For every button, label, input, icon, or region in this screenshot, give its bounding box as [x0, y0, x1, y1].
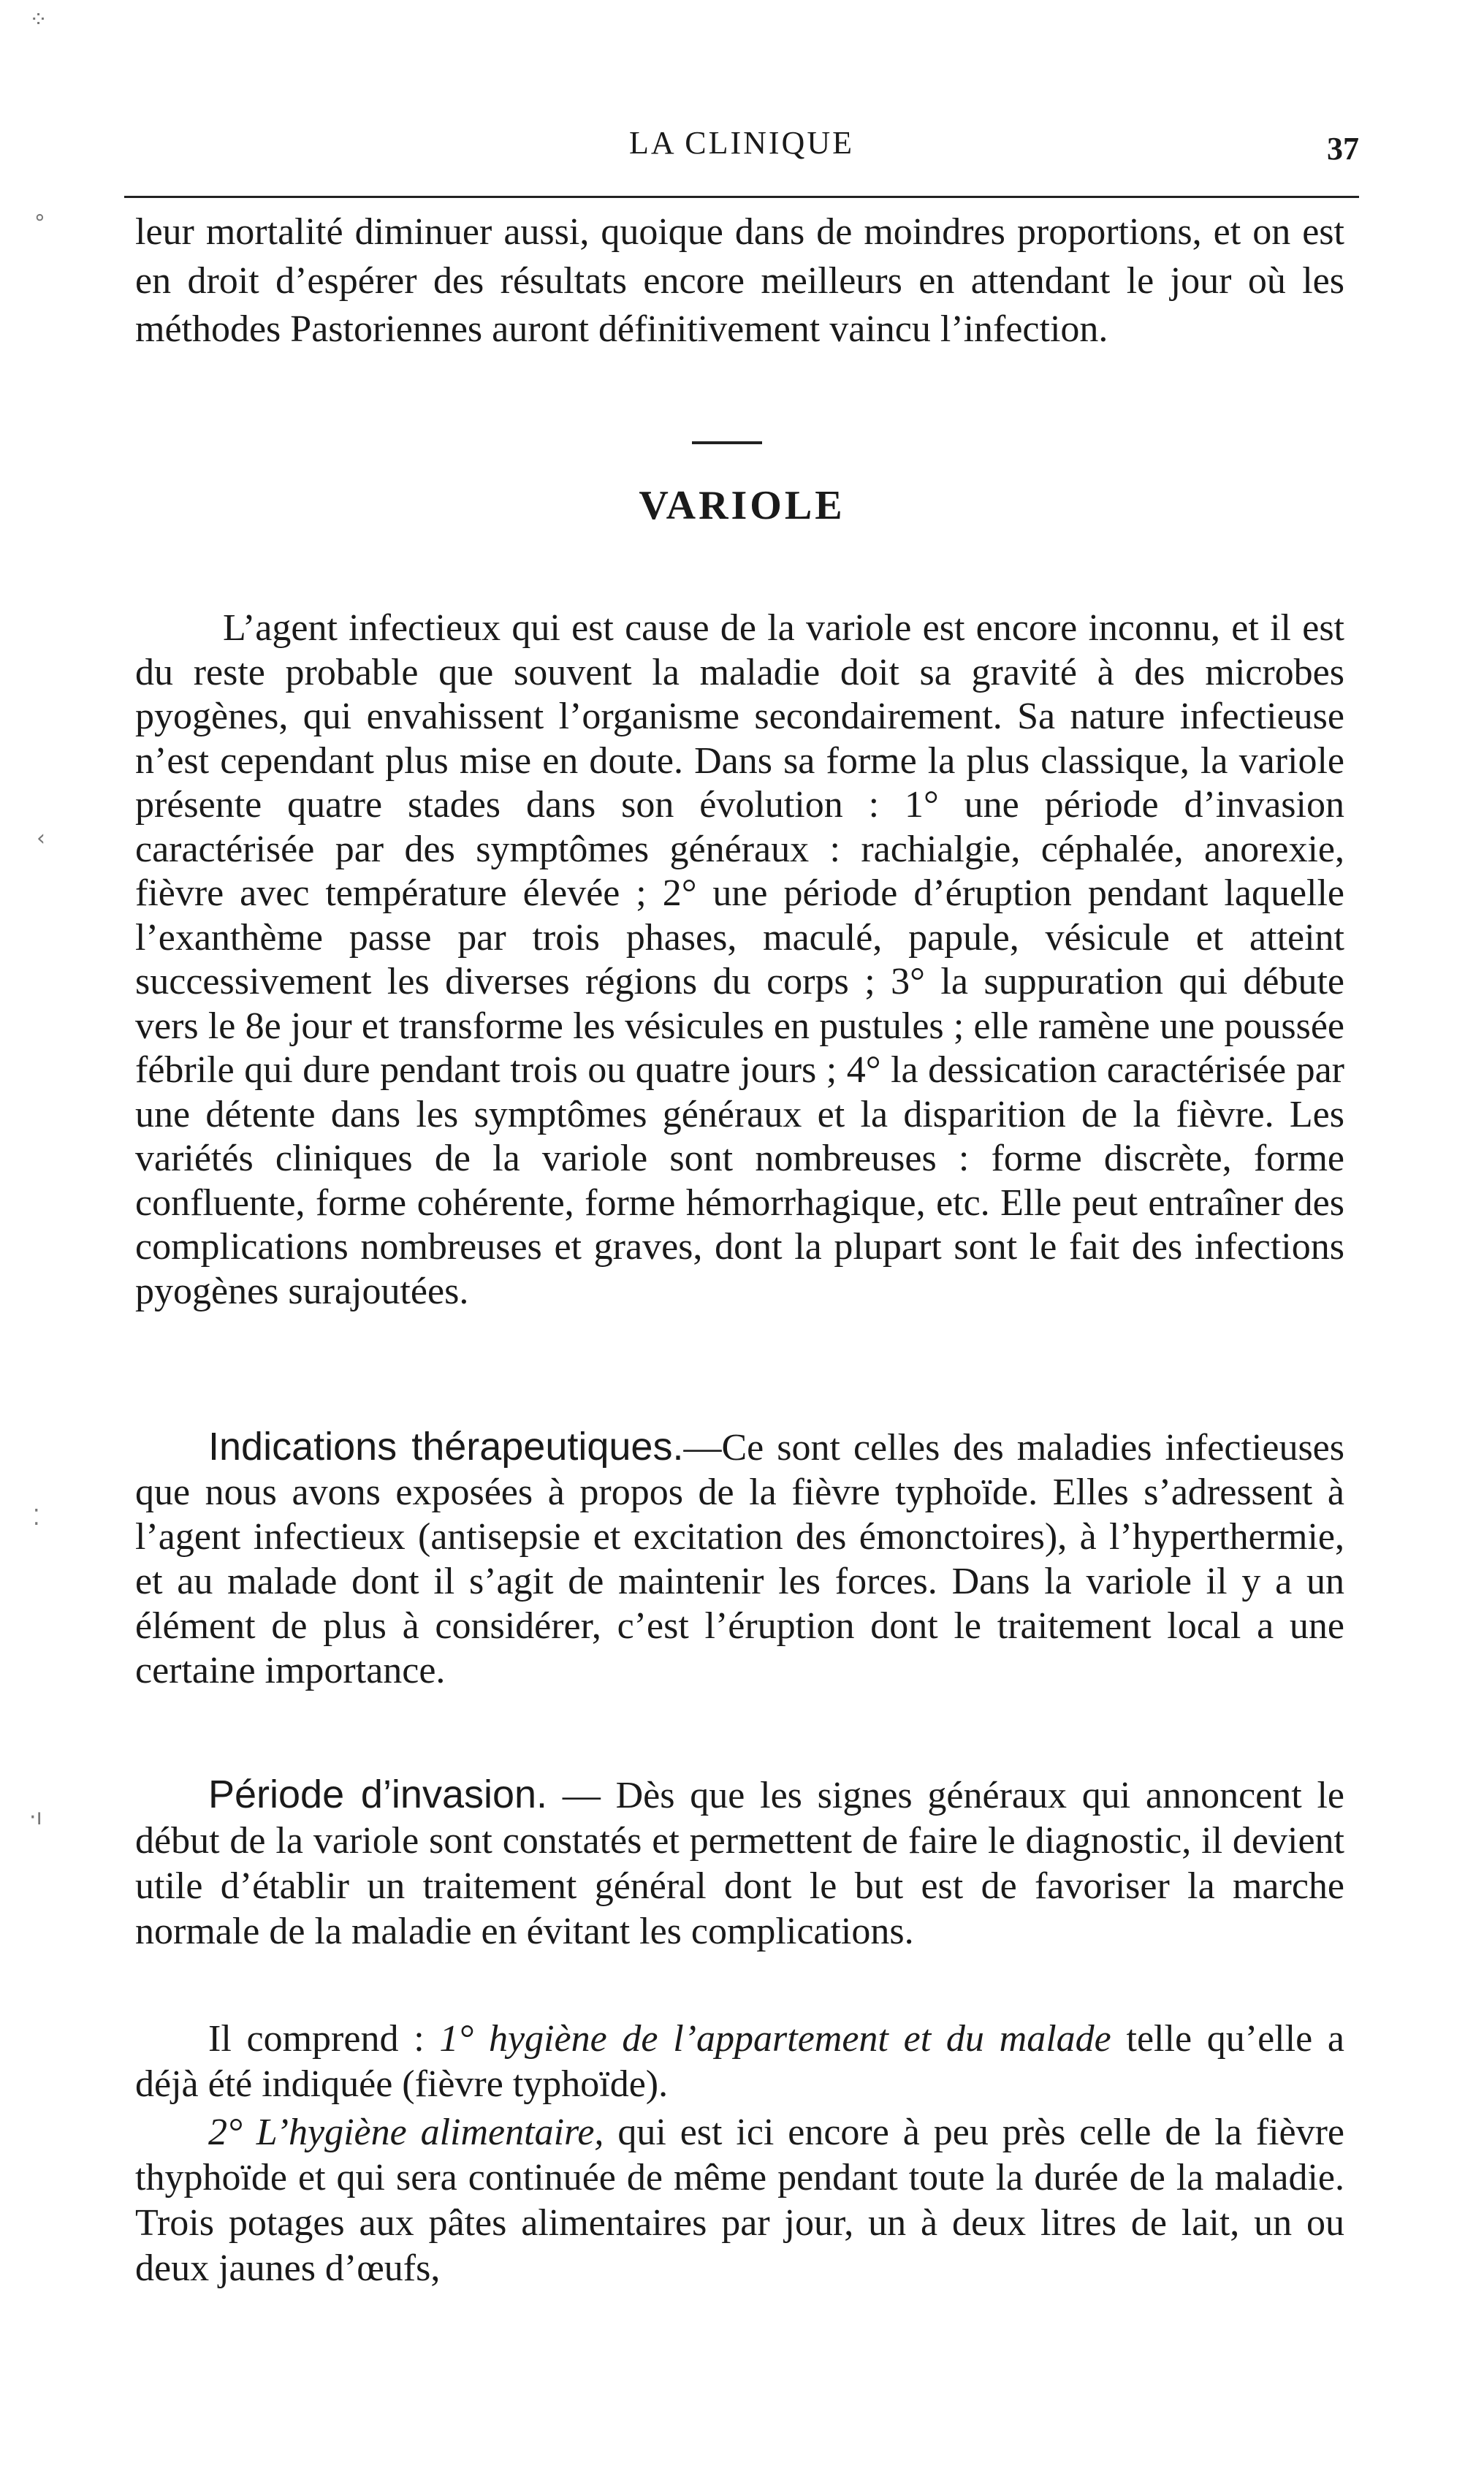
indications-text: —Ce sont celles des maladies infectieuses que nous avons exposées à propos de la fièvre typhoïde. Elles s’adressent à l’agent infectieux (antisepsie et excitation des émonctoires), à l’hyperthermie, et au malade dont il s’agit de maintenir les forces. Dans la variole il y a un élément de plus à considérer, c’est l’éruption dont le traitement local a une certaine importance.	[135, 1427, 1344, 1691]
variole-paragraph: L’agent infectieux qui est cause de la variole est encore inconnu, et il est du reste probable que souvent la maladie doit sa gravité à des microbes pyogènes, qui envahissent l’organisme secondairement. Sa nature infectieuse n’est cependant plus mise en doute. Dans sa forme la plus classique, la variole présente quatre stades dans son évolution : 1° une période d’invasion caractérisée par des symptômes généraux : rachialgie, céphalée, anorexie, fièvre avec température élevée ; 2° une période d’éruption pendant laquelle l’exanthème passe par trois phases, maculé, papule, vésicule et atteint successivement les diverses régions du corps ; 3° la suppuration qui débute vers le 8e jour et transforme les vésicules en pustules ; elle ramène une poussée fébrile qui dure pendant trois ou quatre jours ; 4° la dessication caractérisée par une détente dans les symptômes généraux et la disparition de la fièvre. Les variétés cliniques de la variole sont nombreuses : forme discrète, forme confluente, forme cohérente, forme hémorrhagique, etc. Elle peut entraîner des complications nombreuses et graves, dont la plupart sont le fait des infections pyogènes surajoutées.	[135, 607, 1344, 1312]
margin-speck: ⁚	[33, 1505, 40, 1531]
hygiene-paragraph	[135, 2110, 1344, 2291]
continuation-paragraph: leur mortalité diminuer aussi, quoique dans de moindres proportions, et on est en droit d’espérer des résultats encore meilleurs en attendant le jour où les méthodes Pastoriennes auront définitivement vaincu l’infection.	[135, 211, 1344, 350]
margin-speck: ⁘	[29, 7, 48, 33]
indications-heading: Indications thérapeutiques.	[208, 1425, 684, 1469]
hygiene-text: qui est ici encore à peu près celle de la fièvre thyphoïde et qui sera continuée de même pendant toute la durée de la maladie. Trois potages aux pâtes alimentaires par jour, un à deux litres de lait, un ou deux jaunes d’œufs,	[135, 2112, 1344, 2289]
indications-paragraph	[135, 1425, 1344, 1693]
comprend-end: telle qu’elle a déjà été indiquée (fièvre typhoïde).	[135, 2018, 1345, 2105]
scan-margin-marks	[0, 0, 88, 2471]
comprend-italic: 1° hygiène de l’appartement et du malade	[439, 2018, 1111, 2060]
section-divider	[692, 441, 762, 444]
section-title: VARIOLE	[639, 483, 845, 528]
margin-speck: ‹	[37, 826, 45, 851]
page-header	[124, 124, 1359, 168]
hygiene-italic: 2° L’hygiène alimentaire,	[208, 2112, 604, 2153]
page-number: 37	[1327, 131, 1359, 167]
header-rule	[124, 196, 1359, 198]
invasion-heading: Période d’invasion.	[208, 1773, 548, 1816]
invasion-text: — Dès que les signes généraux qui annoncent le début de la variole sont constatés et permettent de faire le diagnostic, il devient utile d’établir un traitement général dont le but est de favoriser la marche normale de la maladie en évitant les complications.	[135, 1775, 1344, 1952]
margin-speck: ·ı	[29, 1805, 42, 1830]
invasion-paragraph	[135, 1772, 1344, 1954]
running-title: LA CLINIQUE	[629, 125, 854, 161]
comprend-paragraph	[135, 2017, 1344, 2107]
margin-speck: ∘	[33, 205, 47, 230]
comprend-start: Il comprend :	[208, 2018, 440, 2060]
